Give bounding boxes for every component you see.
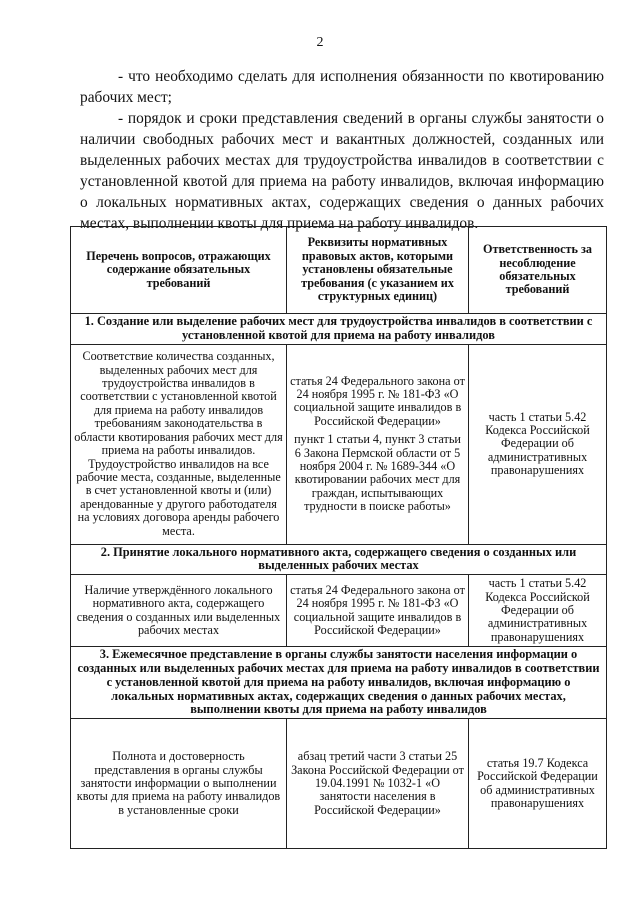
section-2-question: Наличие утверждённого локального нормативного акта, содержащего сведения о созданных или выделенных рабочих местах bbox=[71, 575, 287, 647]
section-2-requisites: статья 24 Федерального закона от 24 ноября 1995 г. № 181-ФЗ «О социальной защите инвалидов в Российской Федерации» bbox=[287, 575, 469, 647]
table-row bbox=[71, 344, 607, 544]
section-2-title: 2. Принятие локального нормативного акта, содержащего сведения о созданных или выделенных рабочих местах bbox=[71, 544, 607, 575]
header-requisites: Реквизиты нормативных правовых актов, которыми установлены обязательные требования (с указанием их структурных единиц) bbox=[287, 227, 469, 314]
section-title-row bbox=[71, 647, 607, 719]
section-1-requisites bbox=[287, 344, 469, 544]
section-1-requisites-regional: пункт 1 статьи 4, пункт 3 статьи 6 Закона Пермской области от 5 ноября 2004 г. № 1689-344 «О квотировании рабочих мест для граждан, испытывающих трудности в поиске работы» bbox=[294, 432, 461, 514]
section-1-responsibility: часть 1 статьи 5.42 Кодекса Российской Федерации об административных правонарушениях bbox=[469, 344, 607, 544]
section-3-title: 3. Ежемесячное представление в органы службы занятости населения информации о созданных или выделенных рабочих местах для приема на работу инвалидов в соответствии с установленной квотой для приема на работу инвалидов, включая информацию о локальных нормативных актах, содержащих сведения о данных рабочих местах, выполнении квоты для приема на работу инвалидов bbox=[71, 647, 607, 719]
section-3-responsibility: статья 19.7 Кодекса Российской Федерации об административных правонарушениях bbox=[469, 719, 607, 849]
section-1-title: 1. Создание или выделение рабочих мест для трудоустройства инвалидов в соответствии с установленной квотой для приема на работу инвалидов bbox=[71, 314, 607, 345]
intro-paragraph-1: - что необходимо сделать для исполнения обязанности по квотированию рабочих мест; bbox=[80, 68, 604, 106]
table-row bbox=[71, 719, 607, 849]
header-questions: Перечень вопросов, отражающих содержание обязательных требований bbox=[71, 227, 287, 314]
page-number: 2 bbox=[316, 35, 324, 50]
section-2-responsibility: часть 1 статьи 5.42 Кодекса Российской Федерации об административных правонарушениях bbox=[469, 575, 607, 647]
table-row bbox=[71, 575, 607, 647]
section-title-row bbox=[71, 544, 607, 575]
section-1-requisites-federal: статья 24 Федерального закона от 24 ноября 1995 г. № 181-ФЗ «О социальной защите инвалидов в Российской Федерации» bbox=[290, 373, 465, 428]
section-title-row bbox=[71, 314, 607, 345]
section-1-question: Соответствие количества созданных, выделенных рабочих мест для трудоустройства инвалидов в соответствии с установленной квотой для приема на работу инвалидов требованиям законодательства в области квотирования рабочих мест для приема на работы инвалидов. Трудоустройство инвалидов на все рабочие места, созданные, выделенные в счет установленной квоты и (или) арендованные у другого работодателя на условиях договора аренды рабочего места. bbox=[71, 344, 287, 544]
section-3-requisites: абзац третий части 3 статьи 25 Закона Российской Федерации от 19.04.1991 № 1032-1 «О занятости населения в Российской Федерации» bbox=[287, 719, 469, 849]
table-header-row bbox=[71, 227, 607, 314]
header-responsibility: Ответственность за несоблюдение обязательных требований bbox=[469, 227, 607, 314]
requirements-table bbox=[70, 226, 607, 849]
section-3-question: Полнота и достоверность представления в органы службы занятости информации о выполнении квоты для приема на работу инвалидов в установленные сроки bbox=[71, 719, 287, 849]
intro-text bbox=[80, 66, 604, 234]
intro-paragraph-2: - порядок и сроки представления сведений в органы службы занятости о наличии свободных рабочих мест и вакантных должностей, созданных или выделенных рабочих местах для трудоустройства инвалидов в соответствии с установленной квотой для приема на работу инвалидов, включая информацию о локальных нормативных актах, содержащих сведения о данных рабочих местах, выполнении квоты для приема на работу инвалидов. bbox=[80, 110, 604, 232]
